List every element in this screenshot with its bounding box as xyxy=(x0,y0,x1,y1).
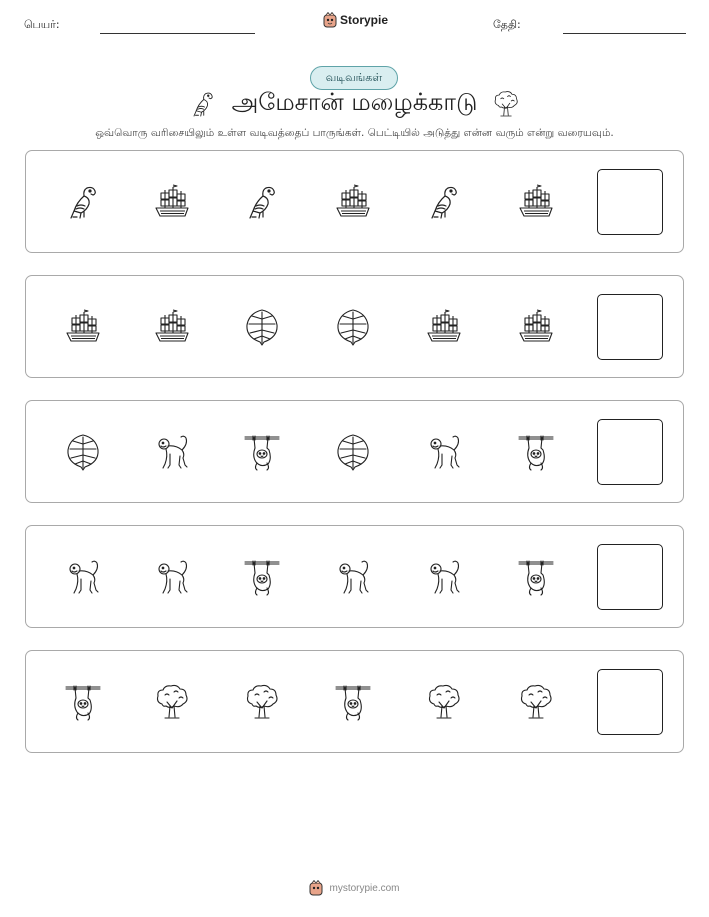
tree-icon xyxy=(424,682,464,722)
storypie-mascot-icon xyxy=(323,12,337,28)
sloth-icon xyxy=(333,682,373,722)
pattern-row xyxy=(25,650,684,753)
sloth-icon xyxy=(516,432,556,472)
monkey-icon xyxy=(424,432,464,472)
leaf-icon xyxy=(242,307,282,347)
brand-name: Storypie xyxy=(340,13,389,27)
tree-icon xyxy=(152,682,192,722)
ship-icon xyxy=(333,182,373,222)
answer-box[interactable] xyxy=(597,669,663,735)
sloth-icon xyxy=(516,557,556,597)
parrot-icon xyxy=(242,182,282,222)
answer-box[interactable] xyxy=(597,169,663,235)
date-field[interactable] xyxy=(563,33,686,34)
answer-box[interactable] xyxy=(597,294,663,360)
ship-icon xyxy=(63,307,103,347)
monkey-icon xyxy=(152,557,192,597)
sloth-icon xyxy=(242,557,282,597)
sloth-icon xyxy=(242,432,282,472)
monkey-icon xyxy=(63,557,103,597)
ship-icon xyxy=(152,307,192,347)
instructions: ஒவ்வொரு வரிசையிலும் உள்ள வடிவத்தைப் பாருங்கள். பெட்டியில் அடுத்து என்ன வரும் என்று வரையவும். xyxy=(95,127,614,139)
monkey-icon xyxy=(333,557,373,597)
parrot-icon xyxy=(424,182,464,222)
page-title: அமேசான் மழைக்காடு xyxy=(231,88,478,116)
leaf-icon xyxy=(63,432,103,472)
pattern-row xyxy=(25,150,684,253)
brand-logo xyxy=(323,12,388,28)
answer-box[interactable] xyxy=(597,544,663,610)
monkey-icon xyxy=(424,557,464,597)
ship-icon xyxy=(424,307,464,347)
tree-icon xyxy=(242,682,282,722)
footer-url: mystorypie.com xyxy=(329,882,400,894)
pattern-row xyxy=(25,525,684,628)
name-label: பெயர்: xyxy=(24,18,60,31)
answer-box[interactable] xyxy=(597,419,663,485)
storypie-mascot-icon xyxy=(309,880,323,896)
pattern-row xyxy=(25,400,684,503)
monkey-icon xyxy=(152,432,192,472)
date-label: தேதி: xyxy=(493,18,521,31)
pattern-row xyxy=(25,275,684,378)
sloth-icon xyxy=(63,682,103,722)
ship-icon xyxy=(516,182,556,222)
leaf-icon xyxy=(333,432,373,472)
parrot-icon xyxy=(188,89,218,119)
leaf-icon xyxy=(333,307,373,347)
tree-icon xyxy=(491,89,521,119)
tree-icon xyxy=(516,682,556,722)
footer xyxy=(0,880,709,896)
parrot-icon xyxy=(63,182,103,222)
category-badge: வடிவங்கள் xyxy=(310,66,398,90)
name-field[interactable] xyxy=(100,33,255,34)
ship-icon xyxy=(516,307,556,347)
ship-icon xyxy=(152,182,192,222)
